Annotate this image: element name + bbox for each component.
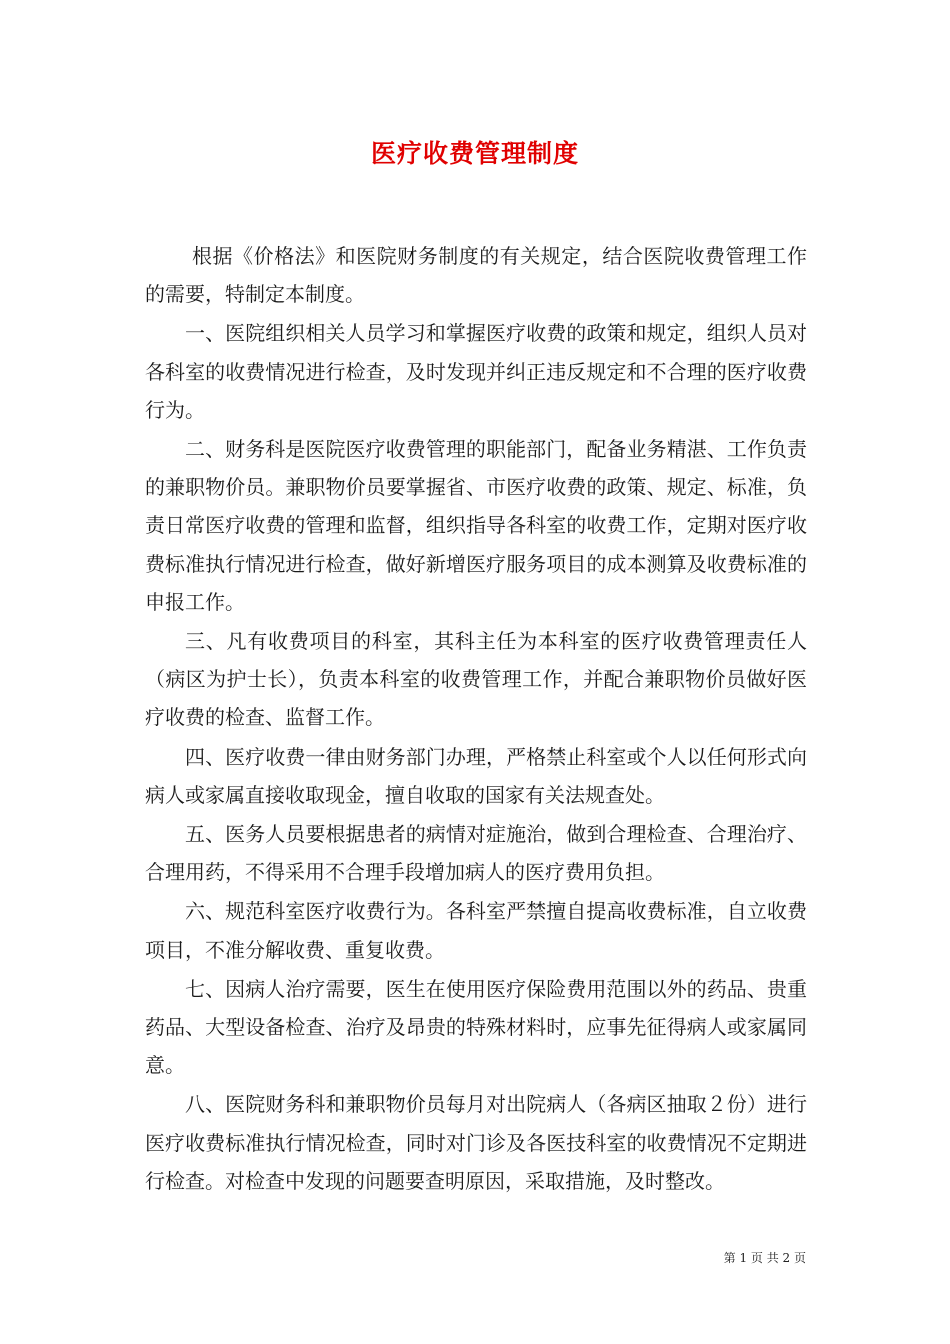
paragraph-3: 三、凡有收费项目的科室，其科主任为本科室的医疗收费管理责任人（病区为护士长），负责本科室的收费管理工作，并配合兼职物价员做好医疗收费的检查、监督工作。: [145, 629, 807, 730]
document-title: 医疗收费管理制度: [370, 139, 579, 168]
page-number: 第 1 页 共 2 页: [723, 1251, 806, 1265]
paragraph-7: 七、因病人治疗需要，医生在使用医疗保险费用范围以外的药品、贵重药品、大型设备检查、治疗及昂贵的特殊材料时，应事先征得病人或家属同意。: [145, 976, 807, 1078]
paragraph-2: 二、财务科是医院医疗收费管理的职能部门，配备业务精湛、工作负责的兼职物价员。兼职物价员要掌握省、市医疗收费的政策、规定、标准，负责日常医疗收费的管理和监督，组织指导各科室的收费工作，定期对医疗收费标准执行情况进行检查，做好新增医疗服务项目的成本测算及收费标准的申报工作。: [145, 437, 807, 614]
paragraph-1: 一、医院组织相关人员学习和掌握医疗收费的政策和规定，组织人员对各科室的收费情况进行检查，及时发现并纠正违反规定和不合理的医疗收费行为。: [145, 321, 807, 422]
paragraph-8: 八、医院财务科和兼职物价员每月对出院病人（各病区抽取２份）进行医疗收费标准执行情况检查，同时对门诊及各医技科室的收费情况不定期进行检查。对检查中发现的问题要查明原因，采取措施，及时整改。: [145, 1092, 807, 1193]
document-body: [145, 237, 807, 1201]
paragraph-6: 六、规范科室医疗收费行为。各科室严禁擅自提高收费标准，自立收费项目，不准分解收费、重复收费。: [145, 899, 807, 962]
paragraph-5: 五、医务人员要根据患者的病情对症施治，做到合理检查、合理治疗、合理用药，不得采用不合理手段增加病人的医疗费用负担。: [145, 822, 807, 885]
paragraph-intro: 根据《价格法》和医院财务制度的有关规定，结合医院收费管理工作的需要，特制定本制度。: [145, 244, 807, 307]
paragraph-4: 四、医疗收费一律由财务部门办理，严格禁止科室或个人以任何形式向病人或家属直接收取现金，擅自收取的国家有关法规查处。: [145, 744, 807, 807]
